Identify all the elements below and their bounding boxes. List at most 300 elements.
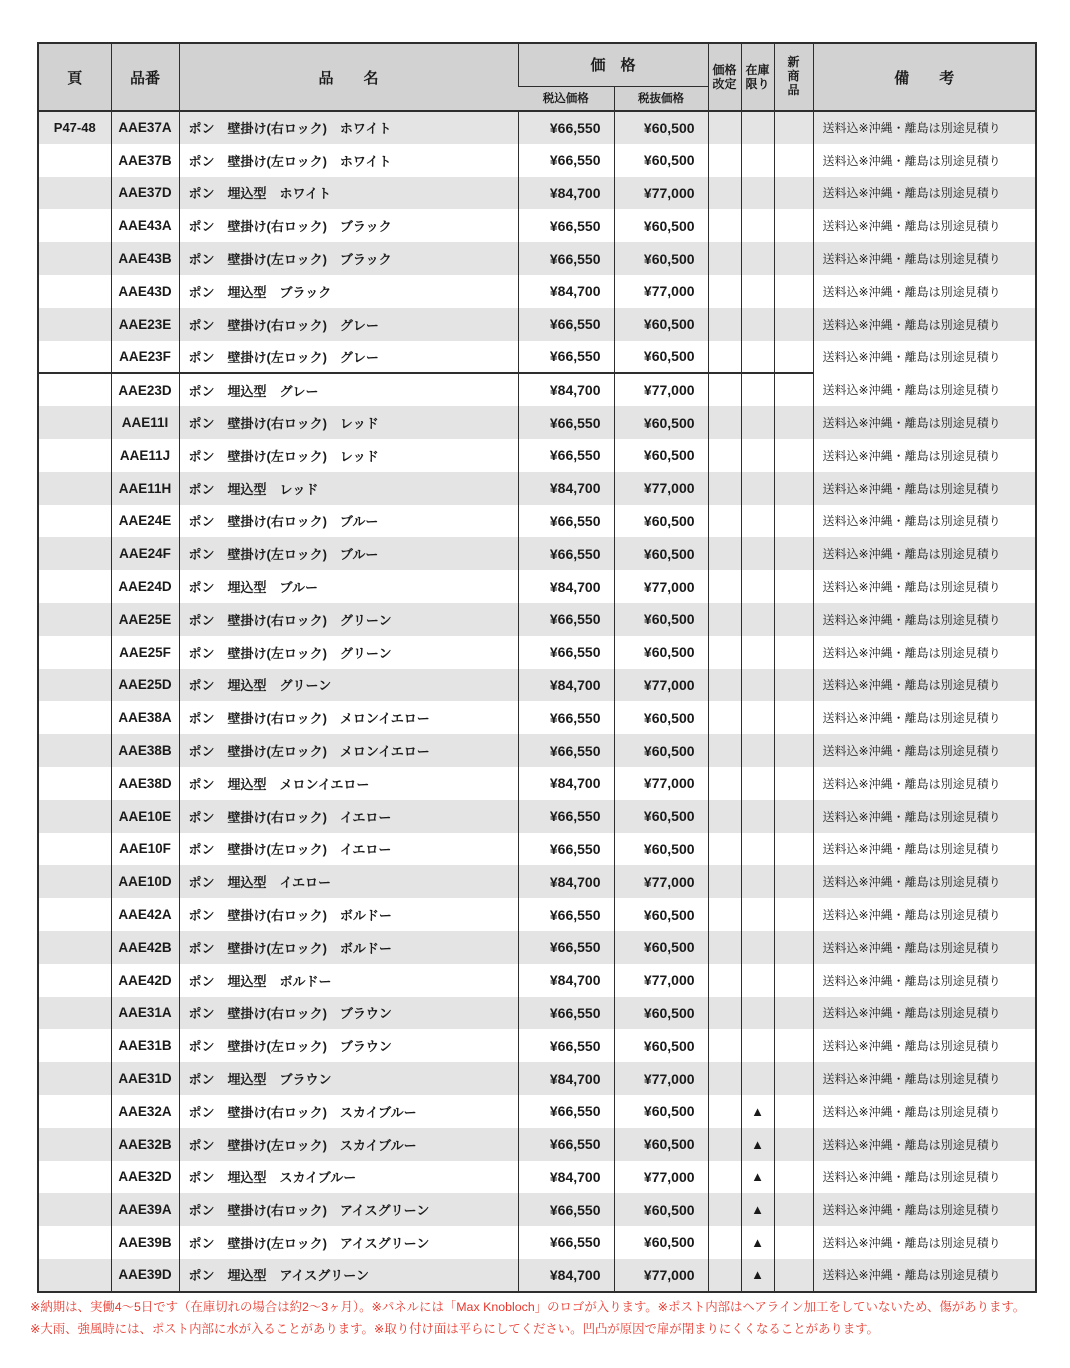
page-cell [38,603,111,636]
price-revision-cell [708,111,741,144]
product-name-cell: ポン 壁掛け(右ロック) ブラウン [179,997,518,1030]
table-row [38,341,1036,374]
price-excl-tax-cell: ¥77,000 [614,669,708,702]
new-product-cell [774,537,813,570]
price-revision-cell [708,997,741,1030]
new-product-cell [774,833,813,866]
stock-limited-cell [741,242,774,275]
product-code-cell: AAE31A [111,997,179,1030]
remarks-cell: 送料込※沖縄・離島は別途見積り [813,373,1036,406]
price-excl-tax-cell: ¥77,000 [614,373,708,406]
price-incl-tax-cell: ¥66,550 [518,833,614,866]
stock-limited-cell [741,308,774,341]
product-code-cell: AAE38B [111,734,179,767]
price-incl-tax-cell: ¥84,700 [518,1259,614,1292]
header-price-revision-column [708,43,741,111]
price-revision-cell [708,472,741,505]
price-revision-cell [708,1095,741,1128]
price-excl-tax-cell: ¥60,500 [614,144,708,177]
product-code-cell: AAE24D [111,570,179,603]
remarks-cell: 送料込※沖縄・離島は別途見積り [813,341,1036,374]
remarks-cell: 送料込※沖縄・離島は別途見積り [813,767,1036,800]
stock-limited-cell [741,144,774,177]
stock-limited-cell [741,931,774,964]
new-product-cell [774,701,813,734]
product-name-cell: ポン 壁掛け(右ロック) グレー [179,308,518,341]
price-incl-tax-cell: ¥84,700 [518,570,614,603]
price-incl-tax-cell: ¥66,550 [518,636,614,669]
remarks-cell: 送料込※沖縄・離島は別途見積り [813,439,1036,472]
product-name-cell: ポン 壁掛け(左ロック) ブラック [179,242,518,275]
product-code-cell: AAE10D [111,865,179,898]
header-price-revision-label: 価格改定 [712,62,737,91]
price-revision-cell [708,1226,741,1259]
page-cell [38,964,111,997]
product-code-cell: AAE39A [111,1193,179,1226]
price-excl-tax-cell: ¥60,500 [614,898,708,931]
header-stock-limited-label: 在庫限り [745,62,770,91]
page-cell [38,734,111,767]
table-row [38,1259,1036,1292]
remarks-cell: 送料込※沖縄・離島は別途見積り [813,1161,1036,1194]
new-product-cell [774,144,813,177]
price-excl-tax-cell: ¥60,500 [614,537,708,570]
price-table-body [38,111,1036,1292]
table-row [38,144,1036,177]
product-name-cell: ポン 壁掛け(左ロック) ボルドー [179,931,518,964]
remarks-cell: 送料込※沖縄・離島は別途見積り [813,505,1036,538]
footnote-line-2: ※大雨、強風時には、ポスト内部に水が入ることがあります。※取り付け面は平らにしてください。凹凸が原因で扉が閉まりにくくなることがあります。 [30,1321,879,1336]
stock-limited-cell [741,997,774,1030]
page-cell: P47-48 [38,111,111,144]
new-product-cell [774,406,813,439]
price-excl-tax-cell: ¥77,000 [614,177,708,210]
table-row [38,898,1036,931]
remarks-cell: 送料込※沖縄・離島は別途見積り [813,997,1036,1030]
remarks-cell: 送料込※沖縄・離島は別途見積り [813,865,1036,898]
product-name-cell: ポン 壁掛け(左ロック) スカイブルー [179,1128,518,1161]
price-excl-tax-cell: ¥60,500 [614,701,708,734]
price-revision-cell [708,1062,741,1095]
page-cell [38,406,111,439]
price-excl-tax-cell: ¥60,500 [614,406,708,439]
page-cell [38,1259,111,1292]
remarks-cell: 送料込※沖縄・離島は別途見積り [813,1029,1036,1062]
page-cell [38,472,111,505]
price-excl-tax-cell: ¥60,500 [614,111,708,144]
product-code-cell: AAE23D [111,373,179,406]
table-row [38,537,1036,570]
product-code-cell: AAE43D [111,275,179,308]
product-code-cell: AAE24E [111,505,179,538]
table-row [38,472,1036,505]
page-cell [38,636,111,669]
new-product-cell [774,1029,813,1062]
header-new-product-label: 新商品 [787,55,800,97]
price-incl-tax-cell: ¥66,550 [518,439,614,472]
new-product-cell [774,800,813,833]
stock-limited-cell: ▲ [741,1095,774,1128]
page-cell [38,177,111,210]
price-incl-tax-cell: ¥66,550 [518,1095,614,1128]
stock-limited-cell [741,177,774,210]
remarks-cell: 送料込※沖縄・離島は別途見積り [813,669,1036,702]
price-revision-cell [708,1259,741,1292]
remarks-cell: 送料込※沖縄・離島は別途見積り [813,964,1036,997]
price-excl-tax-cell: ¥60,500 [614,1193,708,1226]
stock-limited-cell [741,603,774,636]
price-incl-tax-cell: ¥66,550 [518,111,614,144]
page-cell [38,341,111,374]
table-row [38,505,1036,538]
price-revision-cell [708,767,741,800]
price-incl-tax-cell: ¥66,550 [518,1029,614,1062]
table-row [38,1029,1036,1062]
table-row [38,964,1036,997]
price-incl-tax-cell: ¥66,550 [518,1193,614,1226]
remarks-cell: 送料込※沖縄・離島は別途見積り [813,406,1036,439]
stock-limited-cell [741,111,774,144]
price-incl-tax-cell: ¥66,550 [518,144,614,177]
product-code-cell: AAE37D [111,177,179,210]
product-code-cell: AAE39D [111,1259,179,1292]
table-row [38,275,1036,308]
page-cell [38,898,111,931]
header-price-group: 価 格 [518,43,708,86]
price-incl-tax-cell: ¥84,700 [518,964,614,997]
price-revision-cell [708,833,741,866]
price-revision-cell [708,537,741,570]
new-product-cell [774,734,813,767]
footnote-line-1: ※納期は、実働4～5日です（在庫切れの場合は約2～3ヶ月）。※パネルには「Max Knobloch」のロゴが入ります。※ポスト内部はヘアライン加工をしていないため、傷があります。 [30,1300,1026,1314]
product-name-cell: ポン 壁掛け(右ロック) レッド [179,406,518,439]
price-incl-tax-cell: ¥84,700 [518,275,614,308]
price-revision-cell [708,603,741,636]
page-cell [38,767,111,800]
table-row [38,931,1036,964]
price-revision-cell [708,373,741,406]
new-product-cell [774,1193,813,1226]
page-cell [38,537,111,570]
price-incl-tax-cell: ¥84,700 [518,1062,614,1095]
page-cell [38,997,111,1030]
page-cell [38,1095,111,1128]
stock-limited-cell [741,439,774,472]
product-code-cell: AAE31B [111,1029,179,1062]
stock-limited-cell [741,669,774,702]
stock-limited-cell [741,373,774,406]
table-row [38,669,1036,702]
new-product-cell [774,1062,813,1095]
product-name-cell: ポン 埋込型 レッド [179,472,518,505]
header-name-column: 品 名 [179,43,518,111]
page-cell [38,833,111,866]
product-code-cell: AAE11I [111,406,179,439]
price-revision-cell [708,570,741,603]
price-excl-tax-cell: ¥60,500 [614,636,708,669]
product-code-cell: AAE25E [111,603,179,636]
table-row [38,439,1036,472]
product-code-cell: AAE38D [111,767,179,800]
remarks-cell: 送料込※沖縄・離島は別途見積り [813,1259,1036,1292]
remarks-cell: 送料込※沖縄・離島は別途見積り [813,111,1036,144]
stock-limited-cell: ▲ [741,1259,774,1292]
page-cell [38,1161,111,1194]
price-excl-tax-cell: ¥60,500 [614,603,708,636]
price-excl-tax-cell: ¥77,000 [614,1062,708,1095]
table-row [38,1226,1036,1259]
page-cell [38,308,111,341]
remarks-cell: 送料込※沖縄・離島は別途見積り [813,1095,1036,1128]
price-excl-tax-cell: ¥60,500 [614,931,708,964]
page-cell [38,1193,111,1226]
remarks-cell: 送料込※沖縄・離島は別途見積り [813,570,1036,603]
price-incl-tax-cell: ¥84,700 [518,472,614,505]
new-product-cell [774,341,813,374]
price-revision-cell [708,144,741,177]
table-row [38,406,1036,439]
product-code-cell: AAE42D [111,964,179,997]
new-product-cell [774,964,813,997]
price-revision-cell [708,898,741,931]
price-revision-cell [708,308,741,341]
price-incl-tax-cell: ¥66,550 [518,406,614,439]
header-price-excl-tax: 税抜価格 [614,86,708,111]
stock-limited-cell [741,1029,774,1062]
new-product-cell [774,1128,813,1161]
table-row [38,1062,1036,1095]
price-excl-tax-cell: ¥77,000 [614,767,708,800]
product-code-cell: AAE37A [111,111,179,144]
table-header [38,43,1036,111]
price-incl-tax-cell: ¥84,700 [518,865,614,898]
price-incl-tax-cell: ¥84,700 [518,669,614,702]
product-name-cell: ポン 壁掛け(左ロック) グリーン [179,636,518,669]
price-revision-cell [708,209,741,242]
new-product-cell [774,242,813,275]
page-cell [38,1226,111,1259]
price-incl-tax-cell: ¥66,550 [518,242,614,275]
price-excl-tax-cell: ¥60,500 [614,308,708,341]
remarks-cell: 送料込※沖縄・離島は別途見積り [813,701,1036,734]
price-table [37,42,1037,1293]
stock-limited-cell [741,964,774,997]
product-code-cell: AAE11J [111,439,179,472]
product-code-cell: AAE38A [111,701,179,734]
price-excl-tax-cell: ¥60,500 [614,997,708,1030]
price-revision-cell [708,177,741,210]
new-product-cell [774,767,813,800]
new-product-cell [774,931,813,964]
price-excl-tax-cell: ¥77,000 [614,275,708,308]
price-revision-cell [708,275,741,308]
price-revision-cell [708,406,741,439]
stock-limited-cell: ▲ [741,1128,774,1161]
remarks-cell: 送料込※沖縄・離島は別途見積り [813,898,1036,931]
product-name-cell: ポン 壁掛け(右ロック) ホワイト [179,111,518,144]
page-cell [38,1062,111,1095]
product-name-cell: ポン 埋込型 メロンイエロー [179,767,518,800]
product-name-cell: ポン 壁掛け(左ロック) レッド [179,439,518,472]
price-excl-tax-cell: ¥60,500 [614,1095,708,1128]
new-product-cell [774,997,813,1030]
remarks-cell: 送料込※沖縄・離島は別途見積り [813,1226,1036,1259]
new-product-cell [774,111,813,144]
price-revision-cell [708,341,741,374]
table-row [38,603,1036,636]
product-code-cell: AAE25F [111,636,179,669]
header-remarks-column: 備 考 [813,43,1036,111]
product-name-cell: ポン 壁掛け(右ロック) グリーン [179,603,518,636]
product-code-cell: AAE25D [111,669,179,702]
product-name-cell: ポン 埋込型 グリーン [179,669,518,702]
price-revision-cell [708,865,741,898]
price-incl-tax-cell: ¥84,700 [518,1161,614,1194]
price-excl-tax-cell: ¥77,000 [614,865,708,898]
product-name-cell: ポン 埋込型 アイスグリーン [179,1259,518,1292]
price-incl-tax-cell: ¥66,550 [518,734,614,767]
price-excl-tax-cell: ¥77,000 [614,1161,708,1194]
stock-limited-cell [741,341,774,374]
product-name-cell: ポン 埋込型 ホワイト [179,177,518,210]
new-product-cell [774,669,813,702]
product-code-cell: AAE23E [111,308,179,341]
page-cell [38,242,111,275]
price-revision-cell [708,636,741,669]
product-name-cell: ポン 埋込型 グレー [179,373,518,406]
page-cell [38,275,111,308]
remarks-cell: 送料込※沖縄・離島は別途見積り [813,636,1036,669]
product-code-cell: AAE24F [111,537,179,570]
price-revision-cell [708,439,741,472]
stock-limited-cell [741,406,774,439]
price-excl-tax-cell: ¥60,500 [614,833,708,866]
table-row [38,701,1036,734]
price-excl-tax-cell: ¥60,500 [614,505,708,538]
stock-limited-cell [741,570,774,603]
price-excl-tax-cell: ¥60,500 [614,734,708,767]
price-incl-tax-cell: ¥66,550 [518,1128,614,1161]
product-name-cell: ポン 埋込型 ブラック [179,275,518,308]
price-incl-tax-cell: ¥84,700 [518,373,614,406]
stock-limited-cell [741,472,774,505]
product-name-cell: ポン 壁掛け(右ロック) ブルー [179,505,518,538]
stock-limited-cell [741,209,774,242]
product-code-cell: AAE42B [111,931,179,964]
price-incl-tax-cell: ¥66,550 [518,931,614,964]
price-incl-tax-cell: ¥84,700 [518,767,614,800]
product-name-cell: ポン 壁掛け(左ロック) イエロー [179,833,518,866]
product-code-cell: AAE43B [111,242,179,275]
table-row [38,111,1036,144]
remarks-cell: 送料込※沖縄・離島は別途見積り [813,177,1036,210]
table-row [38,767,1036,800]
price-revision-cell [708,1161,741,1194]
stock-limited-cell [741,701,774,734]
price-revision-cell [708,734,741,767]
product-name-cell: ポン 壁掛け(左ロック) ホワイト [179,144,518,177]
stock-limited-cell [741,1062,774,1095]
price-incl-tax-cell: ¥66,550 [518,341,614,374]
header-stock-limited-column [741,43,774,111]
price-incl-tax-cell: ¥66,550 [518,209,614,242]
product-code-cell: AAE32A [111,1095,179,1128]
new-product-cell [774,177,813,210]
page-cell [38,505,111,538]
table-row [38,1095,1036,1128]
price-incl-tax-cell: ¥66,550 [518,537,614,570]
product-name-cell: ポン 壁掛け(左ロック) ブルー [179,537,518,570]
page-cell [38,209,111,242]
new-product-cell [774,898,813,931]
product-name-cell: ポン 壁掛け(右ロック) アイスグリーン [179,1193,518,1226]
table-row [38,1161,1036,1194]
price-incl-tax-cell: ¥66,550 [518,1226,614,1259]
price-revision-cell [708,505,741,538]
page-cell [38,1128,111,1161]
remarks-cell: 送料込※沖縄・離島は別途見積り [813,308,1036,341]
page-cell [38,669,111,702]
page-cell [38,800,111,833]
product-name-cell: ポン 壁掛け(右ロック) イエロー [179,800,518,833]
new-product-cell [774,439,813,472]
remarks-cell: 送料込※沖縄・離島は別途見積り [813,209,1036,242]
new-product-cell [774,472,813,505]
table-row [38,997,1036,1030]
stock-limited-cell [741,537,774,570]
stock-limited-cell [741,636,774,669]
price-excl-tax-cell: ¥60,500 [614,800,708,833]
remarks-cell: 送料込※沖縄・離島は別途見積り [813,275,1036,308]
remarks-cell: 送料込※沖縄・離島は別途見積り [813,800,1036,833]
page-cell [38,931,111,964]
product-name-cell: ポン 埋込型 ボルドー [179,964,518,997]
product-name-cell: ポン 壁掛け(右ロック) ボルドー [179,898,518,931]
price-incl-tax-cell: ¥84,700 [518,177,614,210]
price-excl-tax-cell: ¥60,500 [614,1128,708,1161]
product-code-cell: AAE31D [111,1062,179,1095]
stock-limited-cell [741,505,774,538]
price-incl-tax-cell: ¥66,550 [518,898,614,931]
remarks-cell: 送料込※沖縄・離島は別途見積り [813,242,1036,275]
product-name-cell: ポン 壁掛け(右ロック) ブラック [179,209,518,242]
product-code-cell: AAE42A [111,898,179,931]
new-product-cell [774,865,813,898]
remarks-cell: 送料込※沖縄・離島は別途見積り [813,1193,1036,1226]
price-incl-tax-cell: ¥66,550 [518,603,614,636]
table-row [38,636,1036,669]
new-product-cell [774,636,813,669]
new-product-cell [774,308,813,341]
price-revision-cell [708,242,741,275]
price-revision-cell [708,964,741,997]
price-excl-tax-cell: ¥77,000 [614,964,708,997]
price-revision-cell [708,1193,741,1226]
page-cell [38,701,111,734]
product-name-cell: ポン 壁掛け(左ロック) アイスグリーン [179,1226,518,1259]
product-code-cell: AAE43A [111,209,179,242]
remarks-cell: 送料込※沖縄・離島は別途見積り [813,1062,1036,1095]
price-excl-tax-cell: ¥60,500 [614,209,708,242]
stock-limited-cell [741,898,774,931]
stock-limited-cell [741,833,774,866]
price-incl-tax-cell: ¥66,550 [518,505,614,538]
product-code-cell: AAE10E [111,800,179,833]
price-revision-cell [708,800,741,833]
price-excl-tax-cell: ¥60,500 [614,1029,708,1062]
stock-limited-cell [741,767,774,800]
header-new-product-column [774,43,813,111]
